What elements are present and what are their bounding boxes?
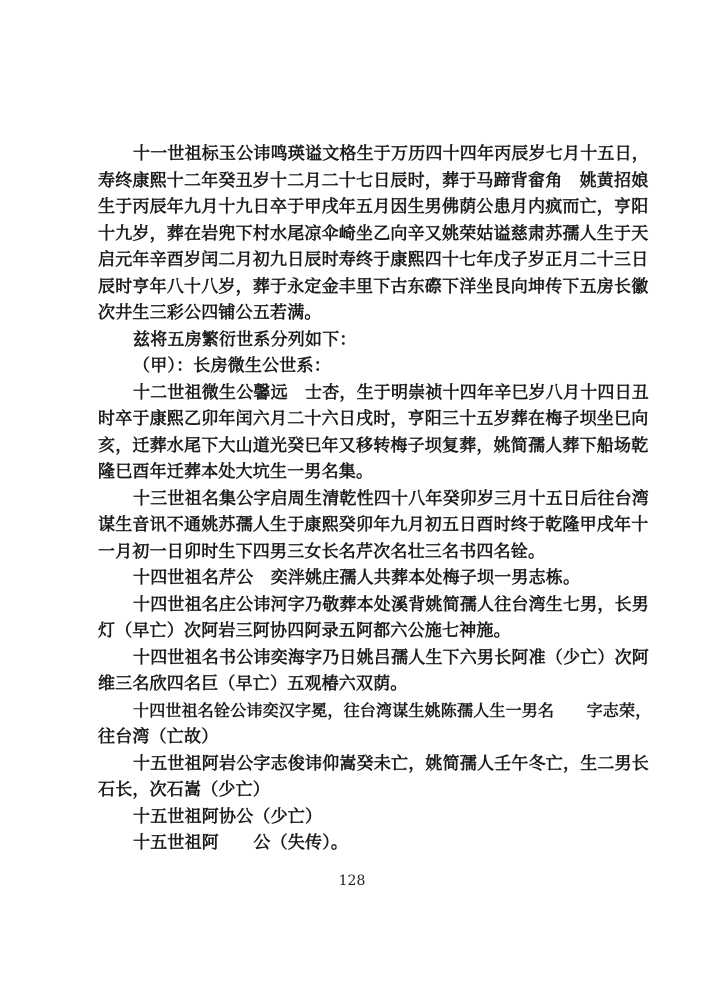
text-line: 十九岁，葬在岩兜下村水尾凉伞崎坐乙向辛又姚荣姑谥慈肃苏孺人生于天 — [98, 224, 649, 244]
text-line: 寿终康熙十二年癸丑岁十二月二十七日辰时，葬于马蹄背畲角 姚黄招娘 — [98, 171, 649, 191]
text-line: 十五世祖阿协公（少亡） — [133, 807, 323, 827]
text-line: 往台湾（亡故） — [98, 727, 219, 747]
text-line: 时卒于康熙乙卯年闰六月二十六日戌时，亨阳三十五岁葬在梅子坝坐巳向 — [98, 409, 649, 429]
text-line: 一月初一日卯时生下四男三女长名芹次名壮三名书四名铨。 — [98, 542, 546, 562]
text-line: 十四世祖名庄公讳河字乃敬葬本处溪背姚简孺人往台湾生七男，长男 — [133, 595, 649, 615]
text-line: 十五世祖阿 公（失传）。 — [133, 833, 349, 853]
text-line: 十四世祖名书公讳奕海字乃日姚吕孺人生下六男长阿准（少亡）次阿 — [133, 648, 649, 668]
text-line: 谋生音讯不通姚苏孺人生于康熙癸卯年九月初五日酉时终于乾隆甲戌年十 — [98, 515, 649, 535]
section-heading: 兹将五房繁衍世系分列如下： — [133, 330, 357, 350]
text-line: 次井生三彩公四铺公五若满。 — [98, 303, 322, 323]
text-line: 辰时亨年八十八岁，葬于永定金丰里下古东磜下洋坐艮向坤传下五房长徽 — [98, 277, 649, 297]
text-line: 十三世祖名集公字启周生清乾性四十八年癸卯岁三月十五日后往台湾 — [133, 489, 649, 509]
text-line: 启元年辛酉岁闰二月初九日辰时寿终于康熙四十七年戊子岁正月二十三日 — [98, 250, 649, 270]
text-line: 十二世祖微生公馨远 士杏，生于明崇祯十四年辛巳岁八月十四日丑 — [133, 383, 649, 403]
page-number: 128 — [338, 873, 366, 889]
text-line: 亥，迁葬水尾下大山道光癸巳年又移转梅子坝复葬，姚简孺人葬下船场乾 — [98, 436, 649, 456]
text-line: 十四世祖名铨公讳奕汉字冕，往台湾谋生姚陈孺人生一男名 字志荣， — [133, 701, 652, 720]
text-line: 隆巳酉年迁葬本处大坑生一男名集。 — [98, 462, 374, 482]
text-line: 生于丙辰年九月十九日卒于甲戌年五月因生男佛荫公患月内疯而亡，亨阳 — [98, 197, 649, 217]
text-line: 灯（早亡）次阿岩三阿协四阿录五阿都六公施七神施。 — [98, 621, 511, 641]
subsection-heading: （甲）：长房微生公世系： — [133, 356, 331, 376]
text-line: 维三名欣四名巨（早亡）五观椿六双荫。 — [98, 674, 408, 694]
text-line: 石长，次石嵩（少亡） — [98, 780, 270, 800]
text-line: 十一世祖标玉公讳鸣瑛谥文格生于万历四十四年丙辰岁七月十五日， — [133, 144, 649, 164]
text-line: 十四世祖名芹公 奕泮姚庄孺人共葬本处梅子坝一男志栋。 — [133, 568, 581, 588]
text-line: 十五世祖阿岩公字志俊讳仰嵩癸未亡，姚简孺人壬午冬亡，生二男长 — [133, 754, 649, 774]
